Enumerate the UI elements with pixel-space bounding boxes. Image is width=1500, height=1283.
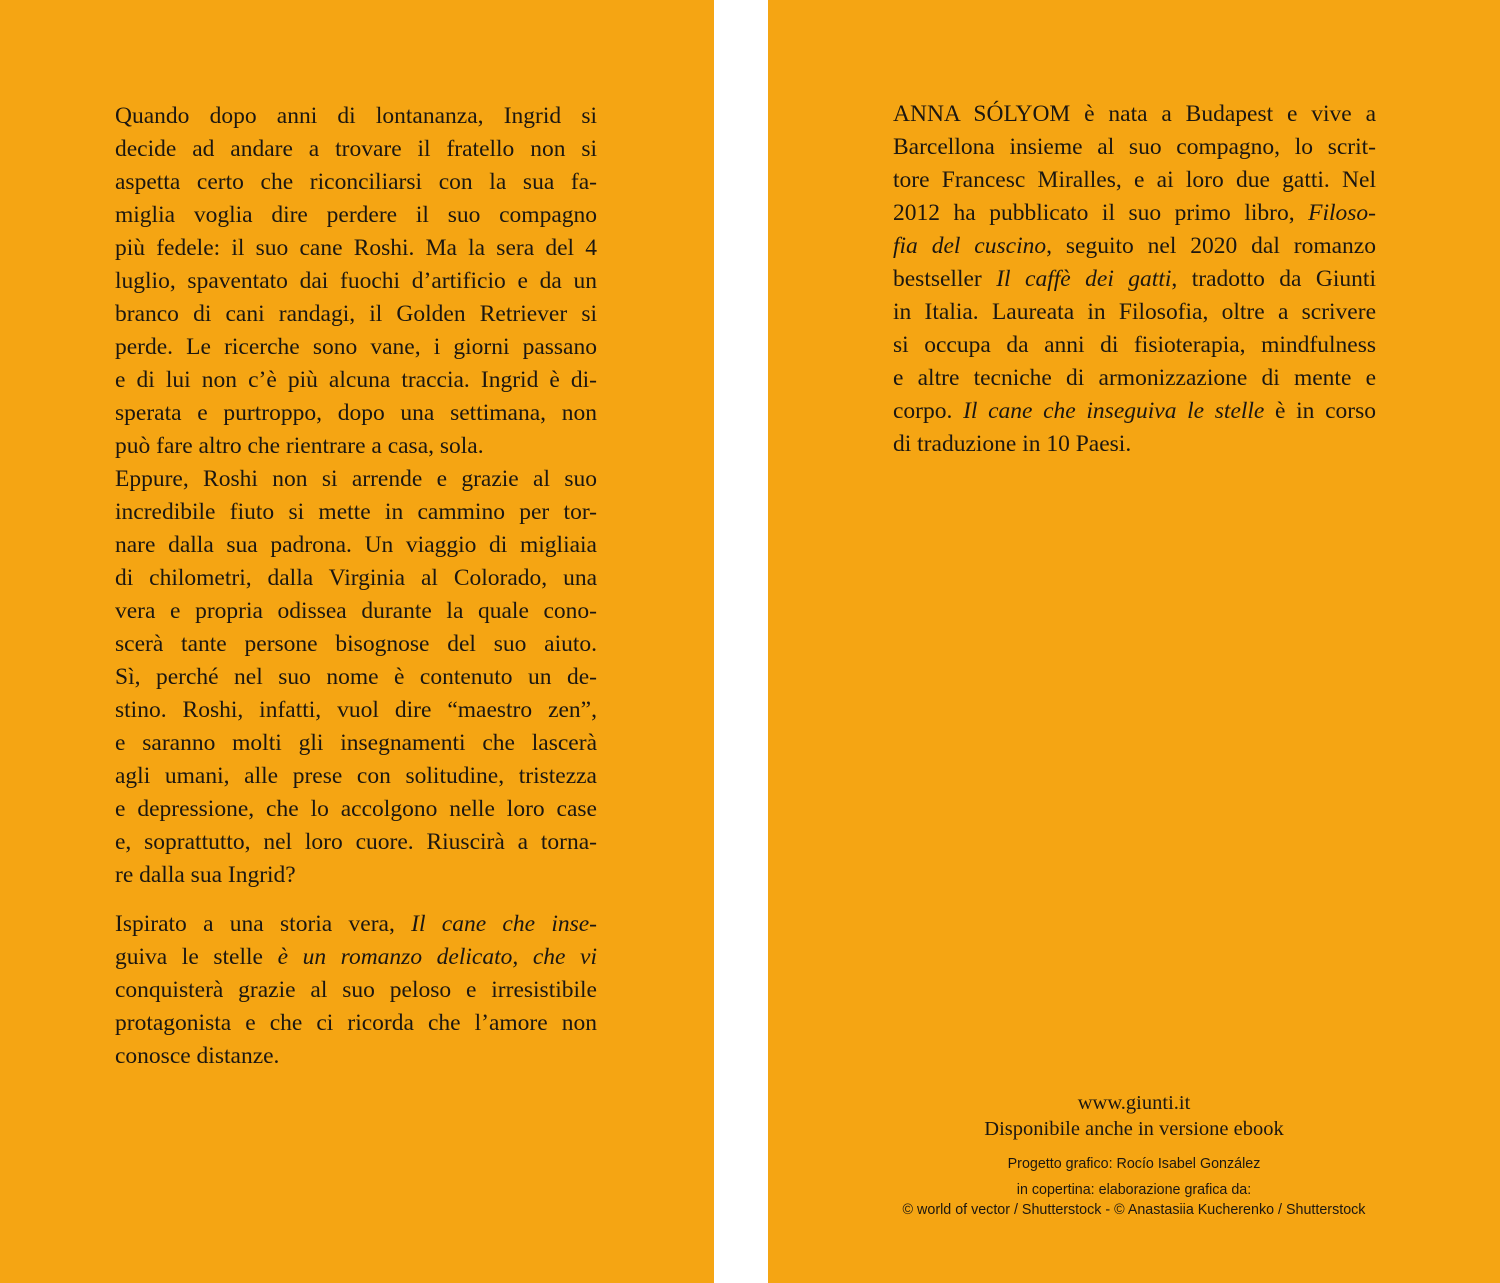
text-segment: è in corso [1264, 398, 1376, 424]
italic-title: è un romanzo delicato, che vi [262, 944, 598, 970]
text-segment: re dalla sua Ingrid? [115, 862, 296, 888]
blurb-line [115, 496, 597, 529]
text-segment: e depressione, che lo accolgono nelle loro case [115, 796, 597, 822]
bio-line [893, 362, 1376, 395]
closing-line [115, 1007, 597, 1040]
italic-title: Filoso- [1308, 200, 1376, 226]
text-segment: bestseller [893, 266, 997, 292]
blurb-line [115, 661, 597, 694]
blurb-line [115, 430, 484, 463]
italic-title: Il caffè dei gatti [996, 266, 1172, 292]
text-segment: Sì, perché nel suo nome è contenuto un de- [115, 664, 597, 690]
blurb-line [115, 298, 597, 331]
text-segment: corpo. [893, 398, 964, 424]
text-segment: , seguito nel 2020 dal romanzo [1046, 233, 1376, 259]
text-segment: ANNA SÓLYOM è nata a Budapest e vive a [893, 101, 1376, 127]
blurb-line [115, 364, 597, 397]
blurb-line [115, 826, 597, 859]
blurb-line [115, 199, 597, 232]
closing-line [115, 1040, 279, 1073]
blurb-line [115, 628, 597, 661]
text-segment: più fedele: il suo cane Roshi. Ma la sera del 4 [115, 235, 597, 261]
blurb-line [115, 133, 597, 166]
closing-line [115, 908, 597, 941]
text-segment: miglia voglia dire perdere il suo compagno [115, 202, 597, 228]
text-segment: Eppure, Roshi non si arrende e grazie al suo [115, 466, 597, 492]
text-segment: luglio, spaventato dai fuochi d’artificio e da un [115, 268, 597, 294]
blurb-line [115, 463, 597, 496]
italic-title: Il cane che inseguiva le stelle [963, 398, 1265, 424]
text-segment: Ispirato a una storia vera, [115, 911, 412, 937]
bio-line [893, 131, 1376, 164]
text-segment: sperata e purtroppo, dopo una settimana, non [115, 400, 597, 426]
text-segment: e di lui non c’è più alcuna traccia. Ingrid è di- [115, 367, 597, 393]
text-segment: scerà tante persone bisognose del suo aiuto. [115, 631, 597, 657]
text-segment: in Italia. Laureata in Filosofia, oltre a scrivere [893, 299, 1376, 325]
italic-title: Il cane che inse- [411, 911, 597, 937]
blurb-line [115, 562, 597, 595]
blurb-line [115, 595, 597, 628]
text-segment: aspetta certo che riconciliarsi con la sua fa- [115, 169, 597, 195]
text-segment: protagonista e che ci ricorda che l’amore non [115, 1010, 597, 1036]
text-segment: conosce distanze. [115, 1043, 280, 1069]
blurb-line [115, 232, 597, 265]
image-credit: © world of vector / Shutterstock - © Anastasiia Kucherenko / Shutterstock [902, 1202, 1366, 1218]
text-segment: si occupa da anni di fisioterapia, mindfulness [893, 332, 1376, 358]
blurb-line [115, 100, 597, 133]
bio-line [893, 263, 1376, 296]
blurb-line [115, 859, 296, 892]
blurb-line [115, 760, 597, 793]
text-segment: Barcellona insieme al suo compagno, lo scrit- [893, 134, 1376, 160]
text-segment: e saranno molti gli insegnamenti che lascerà [115, 730, 597, 756]
bio-line [893, 296, 1376, 329]
bio-line [893, 197, 1376, 230]
closing-line [115, 941, 597, 974]
bio-line [893, 329, 1376, 362]
blurb-line [115, 727, 597, 760]
text-segment: 2012 ha pubblicato il suo primo libro, [893, 200, 1309, 226]
text-segment: di chilometri, dalla Virginia al Colorado, una [115, 565, 597, 591]
bio-line [893, 230, 1376, 263]
text-segment: nare dalla sua padrona. Un viaggio di migliaia [115, 532, 597, 558]
ebook-note: Disponibile anche in versione ebook [984, 1118, 1284, 1140]
text-segment: può fare altro che rientrare a casa, sola. [115, 433, 484, 459]
text-segment: decide ad andare a trovare il fratello non si [115, 136, 597, 162]
text-segment: guiva le stelle [115, 944, 263, 970]
bio-line [893, 98, 1376, 131]
blurb-line [115, 265, 597, 298]
text-segment: e, soprattutto, nel loro cuore. Riuscirà a torna- [115, 829, 597, 855]
text-segment: tore Francesc Miralles, e ai loro due gatti. Nel [893, 167, 1376, 193]
text-segment: , tradotto da Giunti [1171, 266, 1376, 292]
blurb-line [115, 793, 597, 826]
blurb-line [115, 166, 597, 199]
blurb-line [115, 529, 597, 562]
bio-line [893, 428, 1131, 461]
blurb-line [115, 397, 597, 430]
text-segment: Quando dopo anni di lontananza, Ingrid si [115, 103, 597, 129]
blurb-line [115, 694, 597, 727]
text-segment: branco di cani randagi, il Golden Retriever si [115, 301, 597, 327]
closing-line [115, 974, 597, 1007]
design-credit: Progetto grafico: Rocío Isabel González [1007, 1156, 1261, 1172]
text-segment: vera e propria odissea durante la quale cono- [115, 598, 597, 624]
website-url: www.giunti.it [1077, 1092, 1191, 1114]
text-segment: incredibile fiuto si mette in cammino per tor- [115, 499, 597, 525]
text-segment: conquisterà grazie al suo peloso e irresistibile [115, 977, 597, 1003]
blurb-line [115, 331, 597, 364]
text-segment: di traduzione in 10 Paesi. [893, 431, 1132, 457]
cover-credit: in copertina: elaborazione grafica da: [1016, 1182, 1252, 1198]
text-segment: agli umani, alle prese con solitudine, tristezza [115, 763, 597, 789]
text-segment: perde. Le ricerche sono vane, i giorni passano [115, 334, 597, 360]
bio-line [893, 164, 1376, 197]
italic-title: fia del cuscino [893, 233, 1047, 259]
bio-line [893, 395, 1376, 428]
text-segment: stino. Roshi, infatti, vuol dire “maestro zen”, [115, 697, 597, 723]
text-segment: e altre tecniche di armonizzazione di mente e [893, 365, 1376, 391]
